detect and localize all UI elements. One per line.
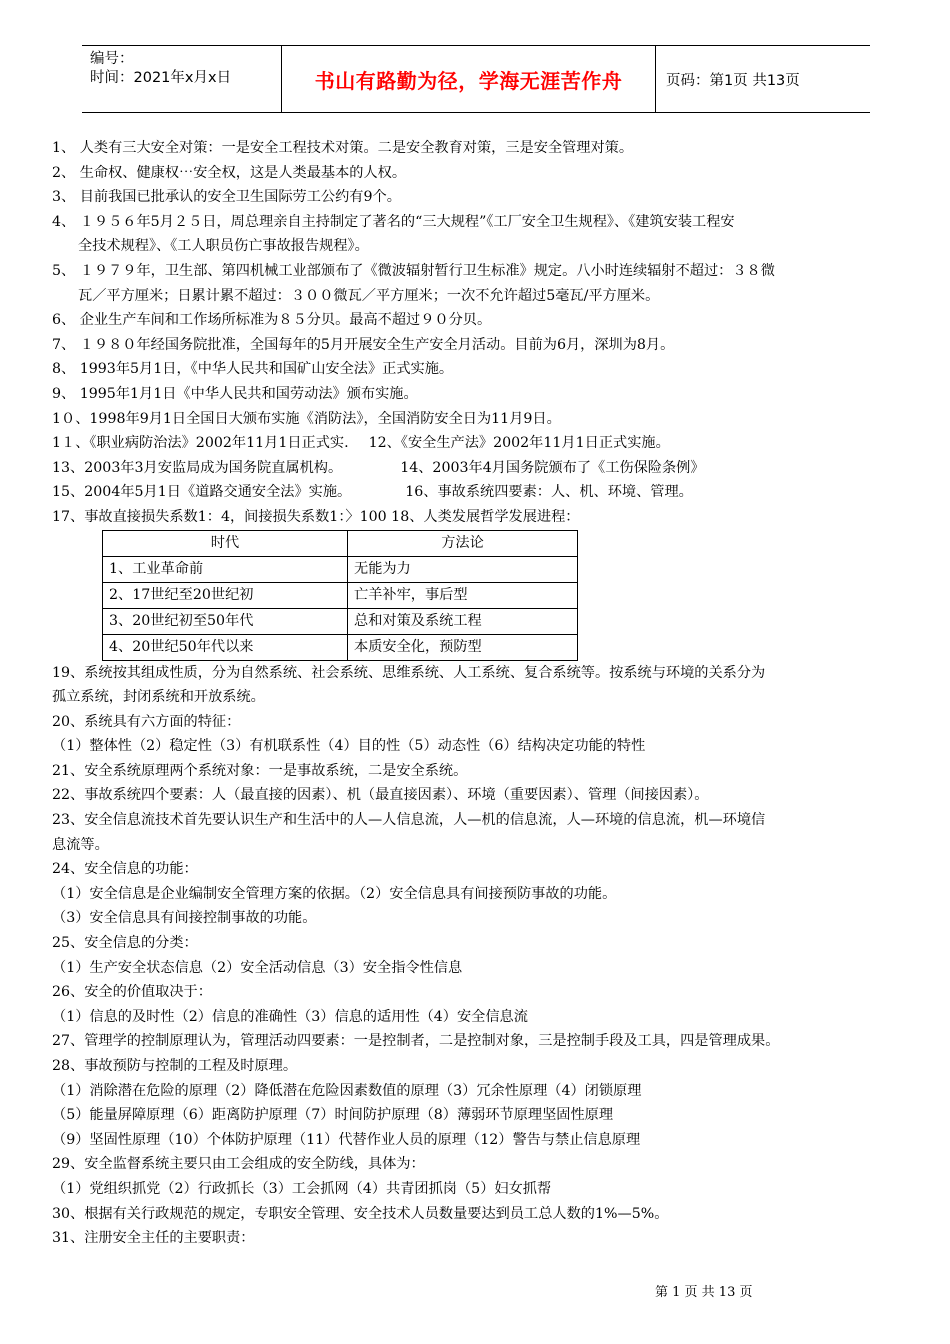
table-row (103, 582, 578, 608)
table-row (103, 608, 578, 634)
item-5-cont: 瓦／平方厘米；日累计累不超过：３００微瓦／平方厘米；一次不允许超过5毫瓦/平方厘米。 (78, 287, 660, 304)
page-footer: 第 1 页 共 13 页 (655, 1285, 753, 1300)
item-19: 19、系统按其组成性质，分为自然系统、社会系统、思维系统、人工系统、复合系统等。按系统与环境的关系分为 (52, 664, 766, 681)
era-methodology-table (102, 530, 578, 661)
table-cell: 无能为力 (348, 556, 578, 582)
item-6: 6、 企业生产车间和工作场所标准为８５分贝。最高不超过９０分贝。 (52, 312, 492, 329)
item-28-detail-1: （1）消除潜在危险的原理（2）降低潜在危险因素数值的原理（3）冗余性原理（4）闭锁原理 (52, 1082, 642, 1099)
item-9: 9、 1995年1月1日《中华人民共和国劳动法》颁布实施。 (52, 385, 418, 402)
item-13: 13、2003年3月安监局成为国务院直属机构。 (52, 459, 343, 476)
item-24-detail-2: （3）安全信息具有间接控制事故的功能。 (52, 910, 317, 927)
item-25-detail: （1）生产安全状态信息（2）安全活动信息（3）安全指令性信息 (52, 959, 463, 976)
document-body (52, 136, 902, 1251)
item-20-detail: （1）整体性（2）稳定性（3）有机联系性（4）目的性（5）动态性（6）结构决定功能的特性 (52, 738, 646, 755)
item-28-detail-2: （5）能量屏障原理（6）距离防护原理（7）时间防护原理（8）薄弱环节原理坚固性原理 (52, 1107, 614, 1124)
item-23-cont: 息流等。 (52, 836, 109, 853)
table-cell: 亡羊补牢，事后型 (348, 582, 578, 608)
table-cell: 3、20世纪初至50年代 (103, 608, 348, 634)
item-16: 16、事故系统四要素：人、机、环境、管理。 (405, 484, 693, 501)
item-31: 31、注册安全主任的主要职责： (52, 1230, 255, 1247)
item-4: 4、 １９５６年5月２５日，周总理亲自主持制定了著名的“三大规程”《工厂安全卫生规程》、《建筑安装工程安 (52, 213, 735, 230)
table-header-method: 方法论 (348, 530, 578, 556)
item-19-cont: 孤立系统，封闭系统和开放系统。 (52, 689, 265, 706)
code-label: 编号： (90, 51, 134, 67)
item-14: 14、2003年4月国务院颁布了《工伤保险条例》 (400, 459, 705, 476)
item-11: 1１、《职业病防治法》2002年11月1日正式实. (52, 435, 349, 452)
header-motto: 书山有路勤为径，学海无涯苦作舟 (282, 46, 656, 112)
item-29: 29、安全监督系统主要只由工会组成的安全防线，具体为： (52, 1156, 425, 1173)
item-26: 26、安全的价值取决于： (52, 984, 212, 1001)
table-header-row (103, 530, 578, 556)
table-cell: 4、20世纪50年代以来 (103, 634, 348, 660)
item-4-cont: 全技术规程》、《工人职员伤亡事故报告规程》。 (78, 238, 369, 255)
table-cell: 1、工业革命前 (103, 556, 348, 582)
item-26-detail: （1）信息的及时性（2）信息的准确性（3）信息的适用性（4）安全信息流 (52, 1008, 528, 1025)
item-24-detail-1: （1）安全信息是企业编制安全管理方案的依据。（2）安全信息具有间接预防事故的功能。 (52, 885, 617, 902)
item-5: 5、 １９７９年，卫生部、第四机械工业部颁布了《微波辐射暂行卫生标准》规定。八小时连续辐射不超过：３８微 (52, 262, 775, 279)
item-15: 15、2004年5月1日《道路交通安全法》实施。 (52, 484, 352, 501)
header-page-label: 页码：第1页 共13页 (666, 72, 800, 89)
item-2: 2、 生命权、健康权⋯安全权，这是人类最基本的人权。 (52, 164, 407, 181)
table-header-era: 时代 (103, 530, 348, 556)
item-30: 30、根据有关行政规范的规定，专职安全管理、安全技术人员数量要达到员工总人数的1%—5%。 (52, 1205, 669, 1222)
item-25: 25、安全信息的分类： (52, 935, 198, 952)
item-29-detail: （1）党组织抓党（2）行政抓长（3）工会抓网（4）共青团抓岗（5）妇女抓帮 (52, 1180, 552, 1197)
table-row (103, 556, 578, 582)
item-1: 1、 人类有三大安全对策：一是安全工程技术对策。二是安全教育对策，三是安全管理对策。 (52, 140, 634, 156)
item-22: 22、事故系统四个要素：人（最直接的因素）、机（最直接因素）、环境（重要因素）、管理（间接因素）。 (52, 787, 709, 804)
item-12: 12、《安全生产法》2002年11月1日正式实施。 (368, 435, 670, 452)
item-27: 27、管理学的控制原理认为，管理活动四要素：一是控制者，二是控制对象，三是控制手段及工具，四是管理成果。 (52, 1033, 780, 1050)
item-7: 7、 １９８０年经国务院批准，全国每年的5月开展安全生产安全月活动。目前为6月，深圳为8月。 (52, 336, 675, 353)
item-28: 28、事故预防与控制的工程及时原理。 (52, 1058, 298, 1074)
table-row (103, 634, 578, 660)
table-cell: 2、17世纪至20世纪初 (103, 582, 348, 608)
table-cell: 总和对策及系统工程 (348, 608, 578, 634)
table-cell: 本质安全化，预防型 (348, 634, 578, 660)
items-15-16 (52, 480, 902, 505)
item-23: 23、安全信息流技术首先要认识生产和生活中的人—人信息流，人—机的信息流，人—环境的信息流，机—环境信 (52, 812, 766, 829)
page-header (82, 45, 870, 113)
items-13-14 (52, 456, 902, 481)
item-10: 1０、1998年9月1日全国日大颁布实施《消防法》，全国消防安全日为11月9日。 (52, 410, 561, 427)
header-meta (82, 46, 282, 112)
item-8: 8、 1993年5月1日，《中华人民共和国矿山安全法》正式实施。 (52, 361, 454, 378)
item-17-18: 17、事故直接损失系数1：4，间接损失系数1：〉100 18、人类发展哲学发展进程： (52, 508, 580, 525)
item-24: 24、安全信息的功能： (52, 861, 198, 878)
item-20: 20、系统具有六方面的特征： (52, 713, 241, 730)
items-11-12 (52, 431, 902, 456)
item-3: 3、 目前我国已批承认的安全卫生国际劳工公约有9个。 (52, 189, 401, 206)
item-28-detail-3: （9）坚固性原理（10）个体防护原理（11）代替作业人员的原理（12）警告与禁止信息原理 (52, 1131, 641, 1148)
date-label: 时间：2021年x月x日 (90, 70, 232, 86)
item-21: 21、安全系统原理两个系统对象：一是事故系统，二是安全系统。 (52, 762, 468, 779)
